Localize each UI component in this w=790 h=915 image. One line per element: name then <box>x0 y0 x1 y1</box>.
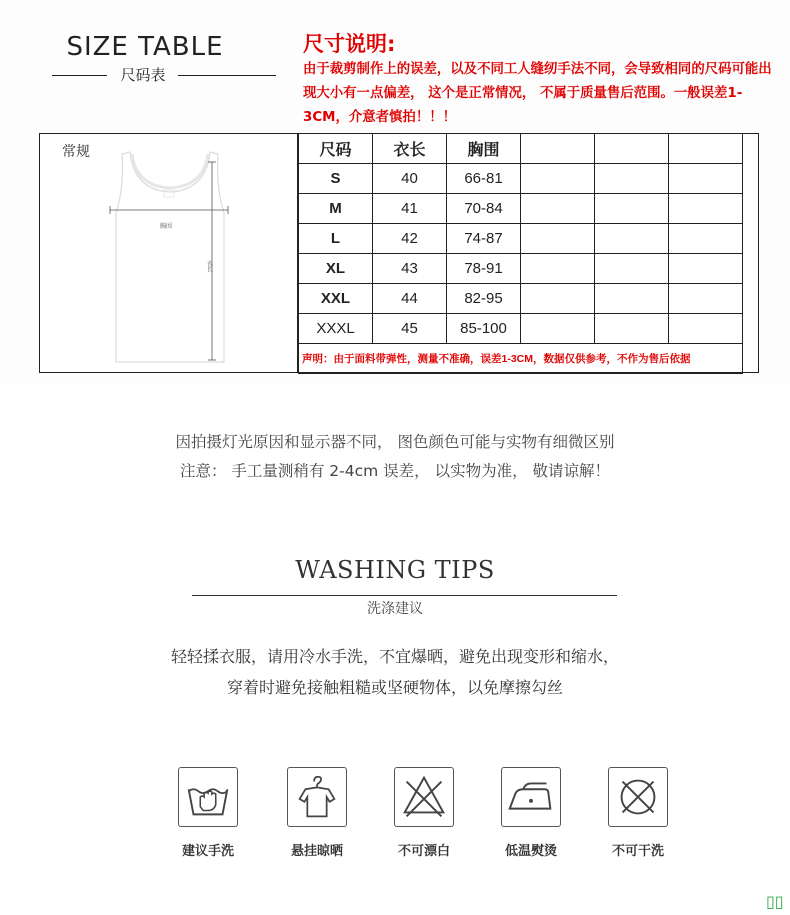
washing-divider <box>192 595 617 596</box>
empty-cell <box>669 224 743 254</box>
disclaimer-text: 声明：由于面料带弹性，测量不准确，误差1-3CM，数据仅供参考，不作为售后依据 <box>299 344 743 374</box>
washing-tip-1: 轻轻揉衣服，请用冷水手洗，不宜爆晒，避免出现变形和缩水， <box>170 647 619 666</box>
empty-cell <box>669 164 743 194</box>
empty-cell <box>595 254 669 284</box>
size-table-title: SIZE TABLE <box>66 32 224 62</box>
no-bleach-icon <box>394 767 454 827</box>
header-size: 尺码 <box>299 134 373 164</box>
length-cell: 41 <box>373 194 447 224</box>
hang-dry-label: 悬挂晾晒 <box>290 844 343 859</box>
empty-cell <box>595 284 669 314</box>
size-cell: L <box>299 224 373 254</box>
table-row <box>299 224 743 254</box>
length-measure-label: 衣长 <box>205 260 213 272</box>
length-cell: 43 <box>373 254 447 284</box>
no-dry-clean-icon <box>608 767 668 827</box>
empty-cell <box>669 194 743 224</box>
low-iron-icon <box>501 767 561 827</box>
length-cell: 40 <box>373 164 447 194</box>
chest-cell: 74-87 <box>447 224 521 254</box>
table-row <box>299 164 743 194</box>
washing-tips-subtitle: 洗涤建议 <box>367 601 423 617</box>
empty-cell <box>521 284 595 314</box>
no-bleach-label: 不可漂白 <box>397 844 450 859</box>
size-table-subtitle: 尺码表 <box>120 66 166 84</box>
hang-dry-icon <box>287 767 347 827</box>
chest-cell: 70-84 <box>447 194 521 224</box>
divider-right <box>178 75 276 76</box>
table-row <box>299 284 743 314</box>
divider-left <box>52 75 107 76</box>
size-cell: XXXL <box>299 314 373 344</box>
corner-mark: ▯▯ <box>766 892 784 911</box>
header-empty <box>669 134 743 164</box>
chest-cell: 85-100 <box>447 314 521 344</box>
size-cell: XL <box>299 254 373 284</box>
hand-wash-label: 建议手洗 <box>181 844 234 859</box>
table-row <box>299 194 743 224</box>
low-iron-label: 低温熨烫 <box>504 844 557 859</box>
empty-cell <box>669 254 743 284</box>
tank-top-image <box>100 150 240 365</box>
hand-wash-icon <box>178 767 238 827</box>
header-length: 衣长 <box>373 134 447 164</box>
header-empty <box>595 134 669 164</box>
empty-cell <box>521 314 595 344</box>
empty-cell <box>595 164 669 194</box>
header-chest: 胸围 <box>447 134 521 164</box>
empty-cell <box>595 314 669 344</box>
chest-measure-label: 胸围 <box>159 223 173 230</box>
table-row <box>299 254 743 284</box>
size-cell: S <box>299 164 373 194</box>
size-note-body: 由于裁剪制作上的误差，以及不同工人缝纫手法不同，会导致相同的尺码可能出现大小有一点偏差， 这个是正常情况， 不属于质量售后范围。一般误差1-3CM，介意者慎拍！！！ <box>303 62 772 125</box>
header-empty <box>521 134 595 164</box>
size-cell: M <box>299 194 373 224</box>
chest-cell: 66-81 <box>447 164 521 194</box>
fit-label: 常规 <box>62 144 90 160</box>
empty-cell <box>521 164 595 194</box>
washing-tips-title: WASHING TIPS <box>295 556 495 584</box>
size-table <box>298 133 743 374</box>
length-cell: 42 <box>373 224 447 254</box>
measure-note: 注意： 手工量测稍有 2-4cm 误差， 以实物为准， 敬请谅解！ <box>179 462 611 480</box>
empty-cell <box>595 224 669 254</box>
disclaimer-row <box>299 344 743 374</box>
size-cell: XXL <box>299 284 373 314</box>
length-cell: 44 <box>373 284 447 314</box>
empty-cell <box>669 314 743 344</box>
size-note-title: 尺寸说明: <box>303 32 396 56</box>
chest-cell: 82-95 <box>447 284 521 314</box>
length-cell: 45 <box>373 314 447 344</box>
washing-tip-2: 穿着时避免接触粗糙或坚硬物体，以免摩擦勾丝 <box>226 678 563 697</box>
no-dry-clean-label: 不可干洗 <box>611 844 664 859</box>
empty-cell <box>595 194 669 224</box>
empty-cell <box>669 284 743 314</box>
table-header-row <box>299 134 743 164</box>
empty-cell <box>521 194 595 224</box>
empty-cell <box>521 254 595 284</box>
table-row <box>299 314 743 344</box>
color-note: 因拍摄灯光原因和显示器不同， 图色颜色可能与实物有细微区别 <box>175 433 615 451</box>
empty-cell <box>521 224 595 254</box>
chest-cell: 78-91 <box>447 254 521 284</box>
